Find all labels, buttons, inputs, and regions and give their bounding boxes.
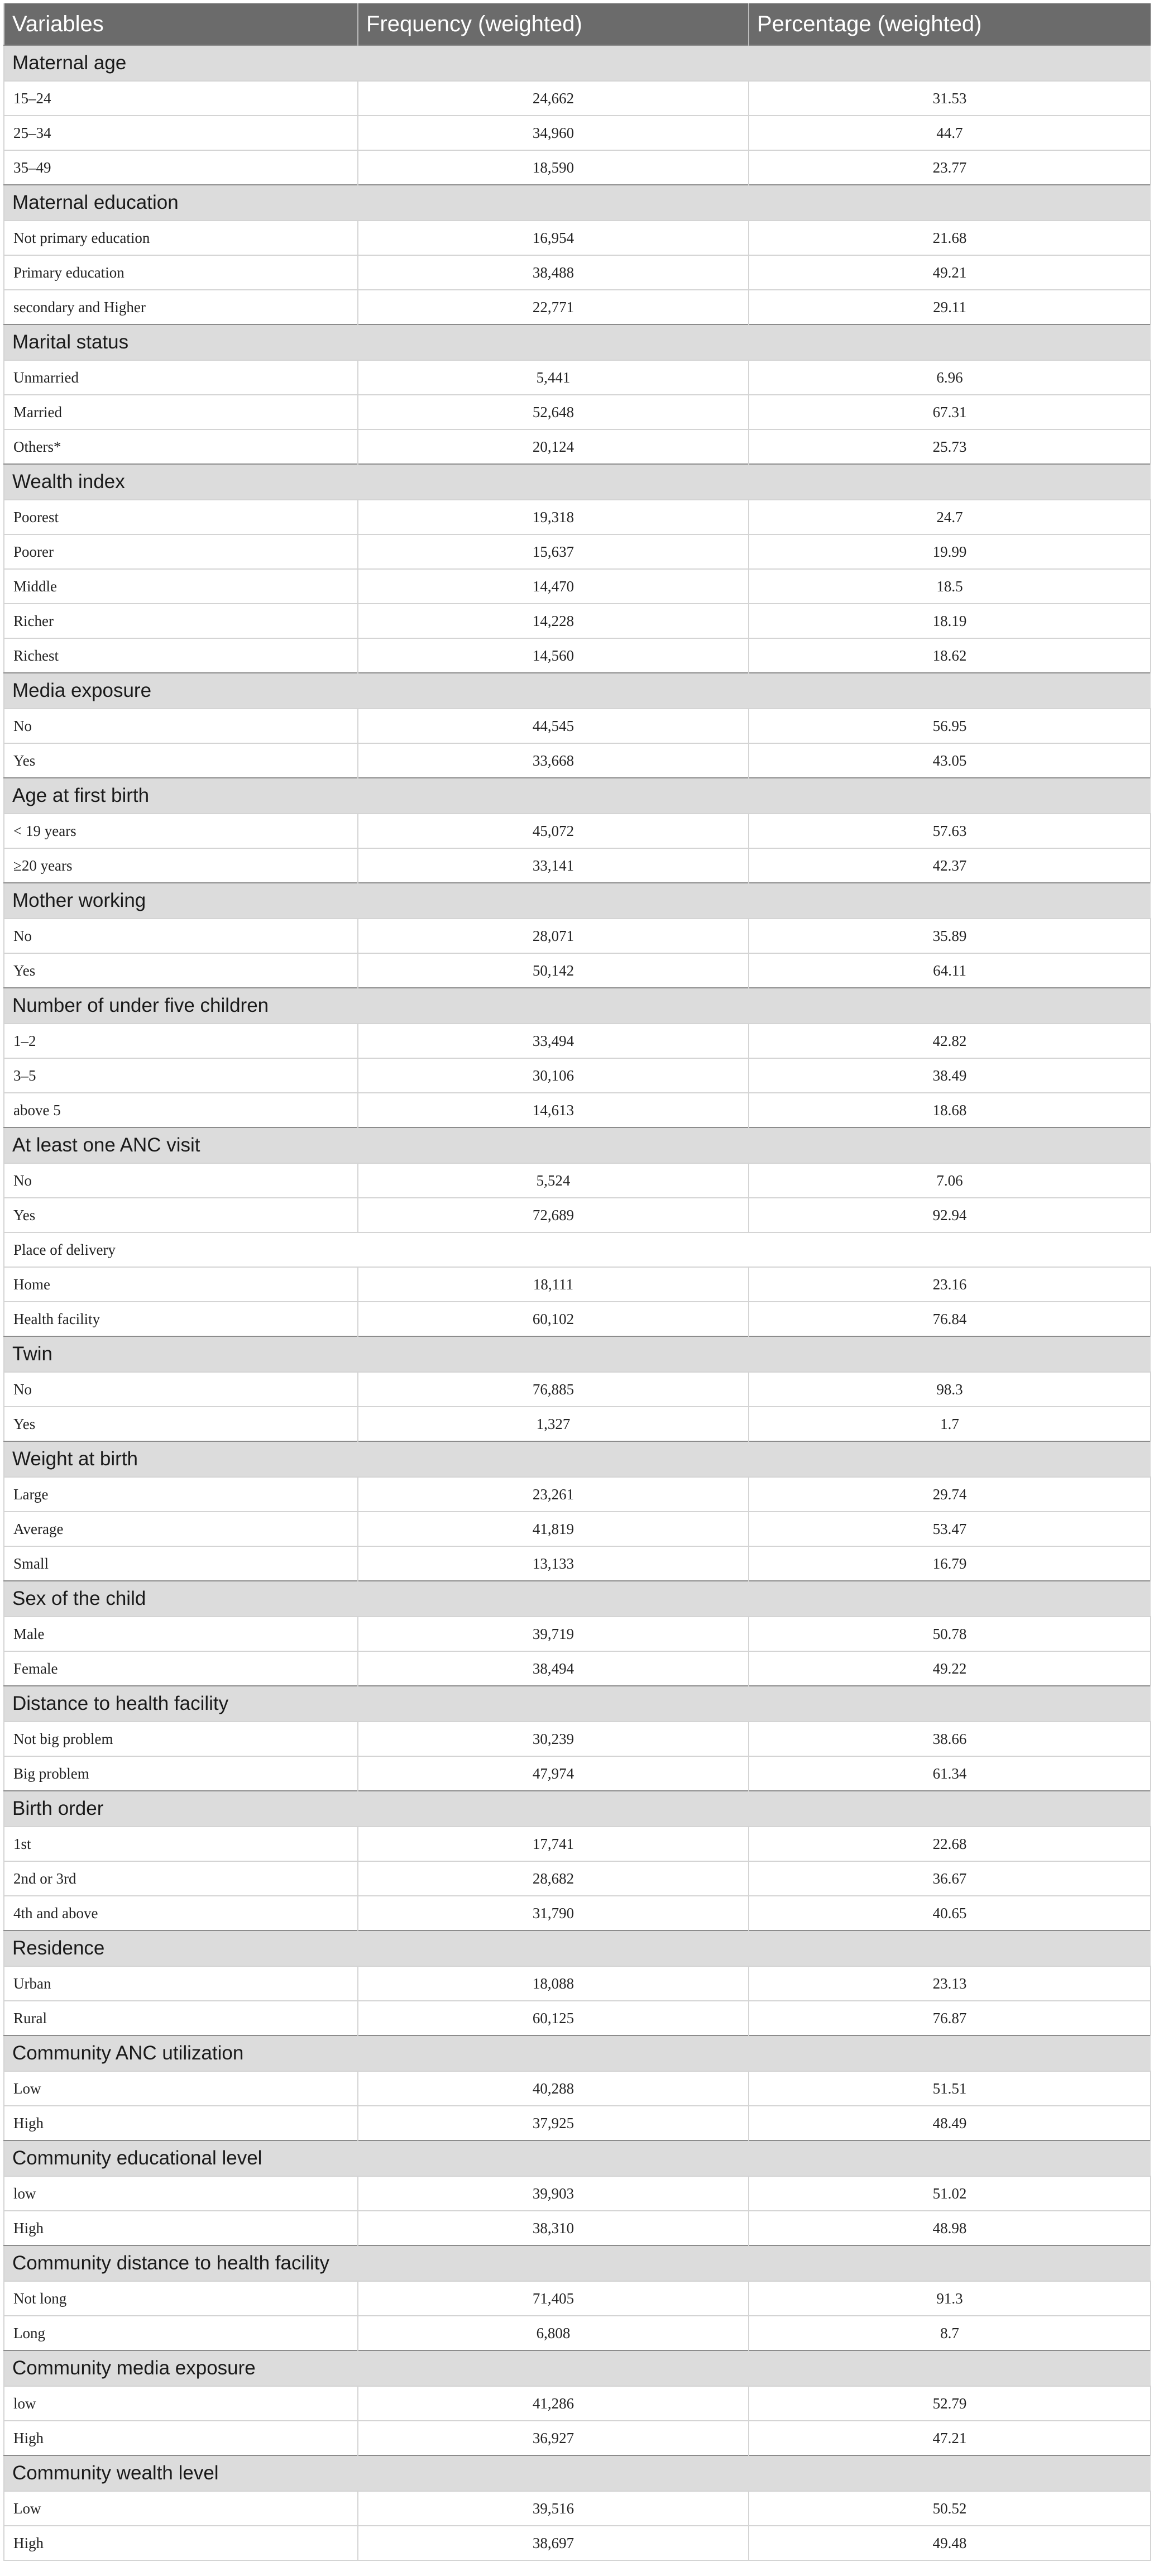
variable-cell: Richer: [4, 604, 358, 638]
variable-cell: Low: [4, 2491, 358, 2526]
variable-cell: Large: [4, 1477, 358, 1512]
section-row: [4, 988, 1151, 1024]
percentage-cell: 51.02: [749, 2176, 1151, 2211]
table-row: [4, 2386, 1151, 2421]
frequency-cell: 1,327: [358, 1407, 749, 1441]
section-label: Community distance to health facility: [4, 2245, 1151, 2281]
variable-cell: Health facility: [4, 1302, 358, 1336]
table-row: [4, 1861, 1151, 1896]
variable-cell: High: [4, 2526, 358, 2560]
table-row: [4, 919, 1151, 953]
percentage-cell: 50.52: [749, 2491, 1151, 2526]
table-body: [4, 45, 1151, 2560]
table-row: [4, 2071, 1151, 2106]
section-row: [4, 1791, 1151, 1827]
variable-cell: Female: [4, 1651, 358, 1686]
table-row: [4, 81, 1151, 116]
percentage-cell: 31.53: [749, 81, 1151, 116]
frequency-cell: 18,590: [358, 150, 749, 185]
section-label: Media exposure: [4, 673, 1151, 709]
frequency-cell: 14,560: [358, 638, 749, 673]
frequency-cell: 38,494: [358, 1651, 749, 1686]
frequency-cell: 38,488: [358, 255, 749, 290]
header-row: [4, 3, 1151, 45]
percentage-cell: 42.37: [749, 848, 1151, 883]
section-row: [4, 185, 1151, 221]
variable-cell: No: [4, 709, 358, 743]
section-row: [4, 2035, 1151, 2071]
percentage-cell: 76.87: [749, 2001, 1151, 2035]
section-label: Wealth index: [4, 464, 1151, 500]
percentage-cell: 29.74: [749, 1477, 1151, 1512]
frequency-cell: 28,682: [358, 1861, 749, 1896]
percentage-cell: 92.94: [749, 1198, 1151, 1232]
percentage-cell: 49.48: [749, 2526, 1151, 2560]
section-label: Mother working: [4, 883, 1151, 919]
table-row: [4, 2176, 1151, 2211]
variable-cell: Richest: [4, 638, 358, 673]
section-label: Distance to health facility: [4, 1686, 1151, 1722]
percentage-cell: 51.51: [749, 2071, 1151, 2106]
variable-cell: Low: [4, 2071, 358, 2106]
table-row: [4, 1058, 1151, 1093]
variable-cell: Yes: [4, 1198, 358, 1232]
table-row: [4, 1024, 1151, 1058]
frequency-cell: 38,310: [358, 2211, 749, 2245]
table-row: [4, 709, 1151, 743]
section-row: [4, 2455, 1151, 2491]
variable-cell: No: [4, 1372, 358, 1407]
percentage-cell: 36.67: [749, 1861, 1151, 1896]
variable-cell: Yes: [4, 953, 358, 988]
percentage-cell: 43.05: [749, 743, 1151, 778]
variable-cell: low: [4, 2176, 358, 2211]
percentage-cell: 18.5: [749, 569, 1151, 604]
frequency-cell: 38,697: [358, 2526, 749, 2560]
percentage-cell: 38.49: [749, 1058, 1151, 1093]
section-label: Maternal age: [4, 45, 1151, 81]
frequency-cell: 44,545: [358, 709, 749, 743]
section-label: Community educational level: [4, 2140, 1151, 2176]
percentage-cell: 49.22: [749, 1651, 1151, 1686]
section-label: Community ANC utilization: [4, 2035, 1151, 2071]
section-label: Weight at birth: [4, 1441, 1151, 1477]
variable-cell: 4th and above: [4, 1896, 358, 1930]
subheading-label: Place of delivery: [4, 1232, 1151, 1267]
frequency-cell: 39,719: [358, 1617, 749, 1651]
frequency-cell: 76,885: [358, 1372, 749, 1407]
frequency-cell: 18,111: [358, 1267, 749, 1302]
frequency-cell: 40,288: [358, 2071, 749, 2106]
percentage-cell: 23.77: [749, 150, 1151, 185]
percentage-cell: 24.7: [749, 500, 1151, 534]
frequency-cell: 33,141: [358, 848, 749, 883]
variable-cell: 3–5: [4, 1058, 358, 1093]
table-row: [4, 569, 1151, 604]
section-row: [4, 324, 1151, 360]
frequency-cell: 14,613: [358, 1093, 749, 1127]
section-row: [4, 464, 1151, 500]
percentage-cell: 6.96: [749, 360, 1151, 395]
variable-cell: High: [4, 2421, 358, 2455]
table-row: [4, 1407, 1151, 1441]
table-row: [4, 1722, 1151, 1756]
variable-cell: Married: [4, 395, 358, 429]
percentage-cell: 19.99: [749, 534, 1151, 569]
variable-cell: Rural: [4, 2001, 358, 2035]
percentage-cell: 56.95: [749, 709, 1151, 743]
table-row: [4, 2001, 1151, 2035]
percentage-cell: 7.06: [749, 1163, 1151, 1198]
variable-cell: low: [4, 2386, 358, 2421]
percentage-cell: 49.21: [749, 255, 1151, 290]
table-container: [3, 3, 1150, 2561]
percentage-cell: 98.3: [749, 1372, 1151, 1407]
table-row: [4, 1302, 1151, 1336]
percentage-cell: 18.19: [749, 604, 1151, 638]
section-label: Number of under five children: [4, 988, 1151, 1024]
frequency-cell: 52,648: [358, 395, 749, 429]
section-row: [4, 883, 1151, 919]
variable-cell: 15–24: [4, 81, 358, 116]
percentage-cell: 48.49: [749, 2106, 1151, 2140]
table-row: [4, 150, 1151, 185]
percentage-cell: 18.62: [749, 638, 1151, 673]
section-row: [4, 2140, 1151, 2176]
percentage-cell: 52.79: [749, 2386, 1151, 2421]
percentage-cell: 53.47: [749, 1512, 1151, 1546]
percentage-cell: 35.89: [749, 919, 1151, 953]
frequency-cell: 15,637: [358, 534, 749, 569]
variable-cell: < 19 years: [4, 814, 358, 848]
table-row: [4, 1966, 1151, 2001]
table-row: [4, 1617, 1151, 1651]
table-row: [4, 116, 1151, 150]
percentage-cell: 16.79: [749, 1546, 1151, 1581]
variable-cell: ≥20 years: [4, 848, 358, 883]
table-row: [4, 360, 1151, 395]
percentage-cell: 57.63: [749, 814, 1151, 848]
table-row: [4, 1546, 1151, 1581]
section-label: At least one ANC visit: [4, 1127, 1151, 1163]
percentage-cell: 38.66: [749, 1722, 1151, 1756]
variable-cell: Male: [4, 1617, 358, 1651]
variable-cell: Long: [4, 2316, 358, 2350]
frequency-cell: 34,960: [358, 116, 749, 150]
frequency-cell: 47,974: [358, 1756, 749, 1791]
frequency-cell: 41,286: [358, 2386, 749, 2421]
percentage-cell: 64.11: [749, 953, 1151, 988]
variable-cell: 25–34: [4, 116, 358, 150]
variable-cell: Yes: [4, 743, 358, 778]
percentage-cell: 23.16: [749, 1267, 1151, 1302]
table-row: [4, 1267, 1151, 1302]
section-row: [4, 45, 1151, 81]
frequency-cell: 72,689: [358, 1198, 749, 1232]
percentage-cell: 76.84: [749, 1302, 1151, 1336]
frequency-cell: 18,088: [358, 1966, 749, 2001]
percentage-cell: 67.31: [749, 395, 1151, 429]
table-row: [4, 2526, 1151, 2560]
table-row: [4, 1198, 1151, 1232]
variable-cell: Poorer: [4, 534, 358, 569]
frequency-cell: 5,524: [358, 1163, 749, 1198]
frequency-cell: 33,494: [358, 1024, 749, 1058]
section-row: [4, 1127, 1151, 1163]
percentage-cell: 1.7: [749, 1407, 1151, 1441]
frequency-cell: 45,072: [358, 814, 749, 848]
variable-cell: Yes: [4, 1407, 358, 1441]
table-row: [4, 221, 1151, 255]
subheading-row: [4, 1232, 1151, 1267]
table-row: [4, 1372, 1151, 1407]
table-row: [4, 604, 1151, 638]
percentage-cell: 42.82: [749, 1024, 1151, 1058]
frequency-cell: 50,142: [358, 953, 749, 988]
table-row: [4, 1651, 1151, 1686]
section-label: Community wealth level: [4, 2455, 1151, 2491]
section-label: Twin: [4, 1336, 1151, 1372]
percentage-cell: 48.98: [749, 2211, 1151, 2245]
frequency-cell: 30,106: [358, 1058, 749, 1093]
frequency-cell: 17,741: [358, 1827, 749, 1861]
percentage-cell: 21.68: [749, 221, 1151, 255]
section-label: Birth order: [4, 1791, 1151, 1827]
table-row: [4, 2106, 1151, 2140]
variable-cell: above 5: [4, 1093, 358, 1127]
frequency-cell: 14,228: [358, 604, 749, 638]
frequency-cell: 33,668: [358, 743, 749, 778]
variable-cell: secondary and Higher: [4, 290, 358, 324]
table-row: [4, 638, 1151, 673]
variable-cell: Average: [4, 1512, 358, 1546]
frequency-cell: 19,318: [358, 500, 749, 534]
table-row: [4, 1512, 1151, 1546]
table-header: [4, 3, 1151, 45]
table-row: [4, 1163, 1151, 1198]
section-label: Age at first birth: [4, 778, 1151, 814]
frequency-cell: 5,441: [358, 360, 749, 395]
table-row: [4, 743, 1151, 778]
section-row: [4, 673, 1151, 709]
section-row: [4, 2350, 1151, 2386]
frequency-cell: 60,125: [358, 2001, 749, 2035]
frequency-cell: 71,405: [358, 2281, 749, 2316]
table-row: [4, 1827, 1151, 1861]
section-label: Residence: [4, 1930, 1151, 1966]
frequency-cell: 20,124: [358, 429, 749, 464]
percentage-cell: 47.21: [749, 2421, 1151, 2455]
header-frequency: Frequency (weighted): [358, 3, 749, 45]
section-row: [4, 1441, 1151, 1477]
frequency-cell: 37,925: [358, 2106, 749, 2140]
frequency-cell: 39,516: [358, 2491, 749, 2526]
table-row: [4, 534, 1151, 569]
variable-cell: No: [4, 1163, 358, 1198]
table-row: [4, 2211, 1151, 2245]
table-row: [4, 848, 1151, 883]
percentage-cell: 91.3: [749, 2281, 1151, 2316]
variable-cell: 1st: [4, 1827, 358, 1861]
frequency-cell: 39,903: [358, 2176, 749, 2211]
table-row: [4, 2281, 1151, 2316]
table-row: [4, 255, 1151, 290]
variable-cell: No: [4, 919, 358, 953]
section-row: [4, 1930, 1151, 1966]
variable-cell: Small: [4, 1546, 358, 1581]
variable-cell: Primary education: [4, 255, 358, 290]
variable-cell: Unmarried: [4, 360, 358, 395]
table-row: [4, 500, 1151, 534]
header-variables: Variables: [4, 3, 358, 45]
section-label: Maternal education: [4, 185, 1151, 221]
table-row: [4, 1756, 1151, 1791]
variable-cell: Middle: [4, 569, 358, 604]
percentage-cell: 23.13: [749, 1966, 1151, 2001]
section-row: [4, 1336, 1151, 1372]
section-row: [4, 778, 1151, 814]
frequency-cell: 23,261: [358, 1477, 749, 1512]
percentage-cell: 8.7: [749, 2316, 1151, 2350]
table-row: [4, 395, 1151, 429]
percentage-cell: 22.68: [749, 1827, 1151, 1861]
variable-cell: 1–2: [4, 1024, 358, 1058]
percentage-cell: 50.78: [749, 1617, 1151, 1651]
frequency-cell: 31,790: [358, 1896, 749, 1930]
section-row: [4, 1686, 1151, 1722]
frequency-cell: 16,954: [358, 221, 749, 255]
frequency-cell: 24,662: [358, 81, 749, 116]
variable-cell: 35–49: [4, 150, 358, 185]
variable-cell: Not long: [4, 2281, 358, 2316]
table-row: [4, 1477, 1151, 1512]
frequency-cell: 36,927: [358, 2421, 749, 2455]
table-row: [4, 2491, 1151, 2526]
frequency-cell: 13,133: [358, 1546, 749, 1581]
variable-cell: Others*: [4, 429, 358, 464]
variable-cell: 2nd or 3rd: [4, 1861, 358, 1896]
variable-cell: Home: [4, 1267, 358, 1302]
section-label: Community media exposure: [4, 2350, 1151, 2386]
variable-cell: Poorest: [4, 500, 358, 534]
variable-cell: Not big problem: [4, 1722, 358, 1756]
frequency-cell: 14,470: [358, 569, 749, 604]
weighted-frequency-table: [3, 3, 1151, 2561]
section-row: [4, 1581, 1151, 1617]
variable-cell: Not primary education: [4, 221, 358, 255]
frequency-cell: 60,102: [358, 1302, 749, 1336]
frequency-cell: 28,071: [358, 919, 749, 953]
variable-cell: High: [4, 2211, 358, 2245]
percentage-cell: 25.73: [749, 429, 1151, 464]
section-row: [4, 2245, 1151, 2281]
frequency-cell: 30,239: [358, 1722, 749, 1756]
table-row: [4, 2421, 1151, 2455]
table-row: [4, 429, 1151, 464]
frequency-cell: 41,819: [358, 1512, 749, 1546]
table-row: [4, 814, 1151, 848]
table-row: [4, 1896, 1151, 1930]
table-row: [4, 953, 1151, 988]
table-row: [4, 290, 1151, 324]
section-label: Sex of the child: [4, 1581, 1151, 1617]
percentage-cell: 44.7: [749, 116, 1151, 150]
percentage-cell: 61.34: [749, 1756, 1151, 1791]
header-percentage: Percentage (weighted): [749, 3, 1151, 45]
percentage-cell: 29.11: [749, 290, 1151, 324]
table-row: [4, 1093, 1151, 1127]
frequency-cell: 6,808: [358, 2316, 749, 2350]
percentage-cell: 40.65: [749, 1896, 1151, 1930]
section-label: Marital status: [4, 324, 1151, 360]
frequency-cell: 22,771: [358, 290, 749, 324]
table-row: [4, 2316, 1151, 2350]
variable-cell: High: [4, 2106, 358, 2140]
percentage-cell: 18.68: [749, 1093, 1151, 1127]
variable-cell: Urban: [4, 1966, 358, 2001]
variable-cell: Big problem: [4, 1756, 358, 1791]
